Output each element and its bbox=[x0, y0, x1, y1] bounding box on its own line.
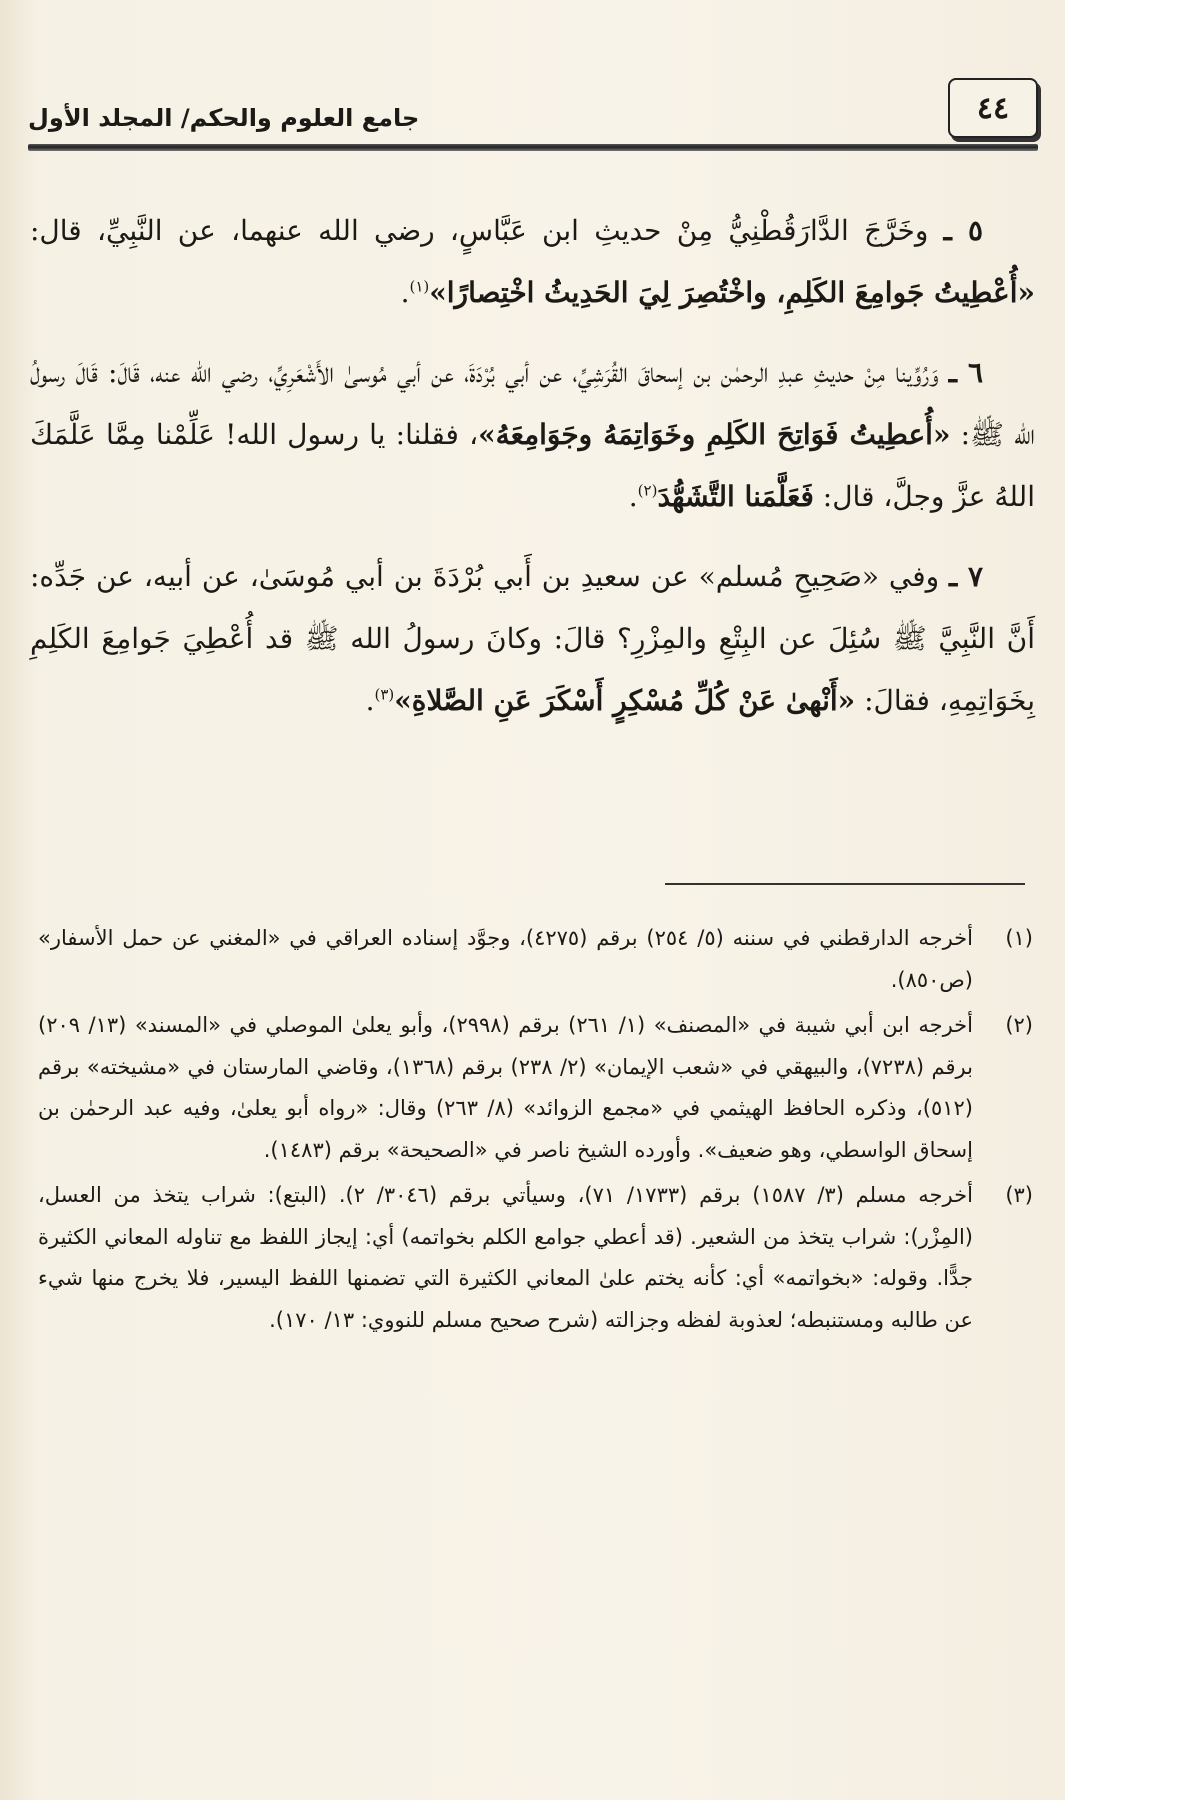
footnote-text: أخرجه ابن أبي شيبة في «المصنف» (١/ ٢٦١) برقم (٢٩٩٨)، وأبو يعلىٰ الموصلي في «المسند» (١٣/ ٢٠٩) برقم (٧٢٣٨)، والبيهقي في «شعب الإيمان» (٢/ ٢٣٨) برقم (١٣٦٨)، وقاضي المارستان في «مشيخته» برقم (٥١٢)، وذكره الحافظ الهيثمي في «مجمع الزوائد» (٨/ ٢٦٣) وقال: «رواه أبو يعلىٰ، وفيه عبد الرحمٰن بن إسحاق الواسطي، وهو ضعيف». وأورده الشيخ ناصر في «الصحيحة» برقم (١٤٨٣). bbox=[38, 1013, 973, 1162]
hadith-quote-2: فَعَلَّمَنا التَّشَهُّدَ bbox=[657, 480, 814, 513]
footnote-marker: (٢) bbox=[1005, 1013, 1033, 1037]
paragraph-number: ٧ ـ bbox=[949, 560, 984, 593]
paragraph-text: وَرُوِّينا مِنْ حديثِ عبدِ الرحمٰن بن إسحاقَ القُرَشِيِّ، عن أبي بُرْدَةَ، عن أبي مُوسىٰ الأَشْعَرِيِّ، رضي الله عنه، قَالَ: قَالَ رسولُ الله ﷺ: bbox=[30, 356, 1035, 451]
header-divider bbox=[28, 144, 1038, 151]
footnote-ref-1[interactable]: (١) bbox=[409, 277, 430, 296]
footnotes-section bbox=[38, 918, 1033, 1345]
page-header bbox=[28, 78, 1038, 170]
paragraph-end: . bbox=[365, 684, 375, 717]
footnote-2 bbox=[38, 1005, 1033, 1171]
footnote-marker: (١) bbox=[1005, 926, 1033, 950]
footnote-ref-3[interactable]: (٣) bbox=[374, 685, 395, 704]
hadith-quote: «أُعْطِيتُ جَوامِعَ الكَلِمِ، واخْتُصِرَ لِيَ الحَدِيثُ اخْتِصارًا» bbox=[429, 276, 1035, 309]
paragraph-end: . bbox=[628, 480, 638, 513]
paragraph-number: ٦ ـ bbox=[948, 356, 983, 389]
hadith-quote: «أُعطِيتُ فَوَاتِحَ الكَلِمِ وخَوَاتِمَهُ وجَوَامِعَهُ» bbox=[478, 418, 951, 451]
footnote-3 bbox=[38, 1175, 1033, 1341]
footnote-ref-2[interactable]: (٢) bbox=[637, 481, 658, 500]
paragraph-text-middle: ، فقلنا: يا رسول الله! عَلِّمْنا مِمَّا عَلَّمَكَ اللهُ عزَّ وجلَّ، قال: bbox=[30, 418, 1035, 513]
hadith-quote: «أَنْهىٰ عَنْ كُلِّ مُسْكِرٍ أَسْكَرَ عَنِ الصَّلاةِ» bbox=[394, 684, 856, 717]
footnote-divider bbox=[665, 883, 1025, 885]
paragraph-5 bbox=[30, 200, 1035, 324]
paragraph-end: . bbox=[400, 276, 410, 309]
footnote-marker: (٣) bbox=[1005, 1183, 1033, 1207]
paragraph-number: ٥ ـ bbox=[943, 214, 983, 247]
paragraph-7 bbox=[30, 546, 1035, 732]
page-number: ٤٤ bbox=[948, 78, 1038, 138]
paragraph-text: وخَرَّجَ الدَّارَقُطْنِيُّ مِنْ حديثِ ابن عَبَّاسٍ، رضي الله عنهما، عن النَّبِيِّ، قال: bbox=[30, 214, 944, 247]
paragraph-text: وفي «صَحِيحِ مُسلم» عن سعيدِ بن أَبي بُرْدَةَ بن أبي مُوسَىٰ، عن أبيه، عن جَدِّه: أَنَّ النَّبِيَّ ﷺ سُئِلَ عن البِتْعِ والمِزْرِ؟ قالَ: وكانَ رسولُ الله ﷺ قد أُعْطِيَ جَوامِعَ الكَلِمِ بِخَوَاتِمِهِ، فقالَ: bbox=[30, 560, 1035, 717]
footnote-text: أخرجه مسلم (٣/ ١٥٨٧) برقم (١٧٣٣/ ٧١)، وسيأتي برقم (٣٠٤٦/ ٢). (البتع): شراب يتخذ من العسل، (المِزْر): شراب يتخذ من الشعير. (قد أعطي جوامع الكلم بخواتمه) أي: إيجاز اللفظ مع تناوله المعاني الكثيرة جدًّا. وقوله: «بخواتمه» أي: كأنه يختم علىٰ المعاني الكثيرة التي تضمنها اللفظ اليسير، فلا يخرج منها شيء عن طالبه ومستنبطه؛ لعذوبة لفظه وجزالته (شرح صحيح مسلم للنووي: ١٣/ ١٧٠). bbox=[38, 1183, 973, 1332]
main-text bbox=[30, 200, 1035, 750]
footnote-text: أخرجه الدارقطني في سننه (٥/ ٢٥٤) برقم (٤٢٧٥)، وجوَّد إسناده العراقي في «المغني عن حمل الأسفار» (ص٨٥٠). bbox=[38, 926, 973, 992]
page-margin bbox=[1065, 0, 1200, 1800]
running-title: جامع العلوم والحكم/ المجلد الأول bbox=[28, 104, 420, 132]
paragraph-6 bbox=[30, 342, 1035, 528]
footnote-1 bbox=[38, 918, 1033, 1001]
